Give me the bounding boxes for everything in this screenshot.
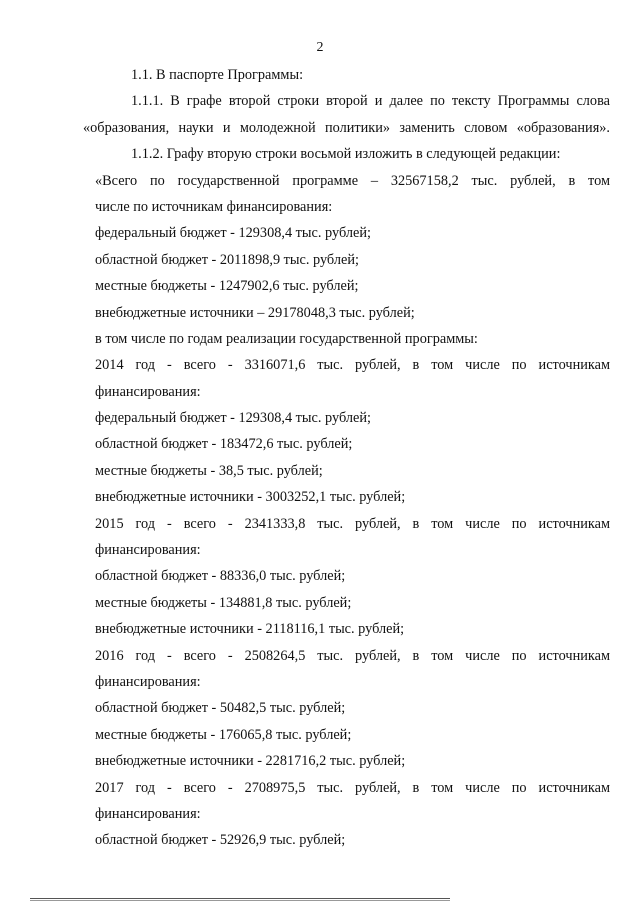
text-line: местные бюджеты - 38,5 тыс. рублей; [95, 462, 323, 479]
paragraph-1-1-1-cont: «образования, науки и молодежной политики» заменить словом «образования». [83, 119, 610, 136]
year-2017-total: 2017 год - всего - 2708975,5 тыс. рублей, в том числе по источникам [95, 779, 610, 796]
footer-divider [30, 898, 450, 899]
footer-divider [30, 900, 450, 901]
text-line: федеральный бюджет - 129308,4 тыс. рублей; [95, 410, 371, 427]
text-line: финансирования: [95, 673, 201, 690]
text-line: финансирования: [95, 542, 201, 559]
year-2015-total: 2015 год - всего - 2341333,8 тыс. рублей, в том числе по источникам [95, 515, 610, 532]
text-line: финансирования: [95, 805, 201, 822]
paragraph-1-1-2: 1.1.2. Графу вторую строки восьмой изложить в следующей редакции: [131, 146, 561, 163]
paragraph-1-1-1: 1.1.1. В графе второй строки второй и далее по тексту Программы слова [131, 93, 610, 110]
text-line: областной бюджет - 50482,5 тыс. рублей; [95, 700, 346, 717]
year-2016-total: 2016 год - всего - 2508264,5 тыс. рублей, в том числе по источникам [95, 647, 610, 664]
year-2014-total: 2014 год - всего - 3316071,6 тыс. рублей, в том числе по источникам [95, 357, 610, 374]
text-line: областной бюджет - 2011898,9 тыс. рублей; [95, 251, 359, 268]
document-body [83, 62, 610, 854]
text-line: местные бюджеты - 176065,8 тыс. рублей; [95, 726, 352, 743]
text-line: областной бюджет - 52926,9 тыс. рублей; [95, 832, 346, 849]
paragraph-1-1: 1.1. В паспорте Программы: [131, 67, 304, 83]
text-line: внебюджетные источники - 3003252,1 тыс. рублей; [95, 489, 406, 506]
text-line: внебюджетные источники – 29178048,3 тыс. рублей; [95, 304, 415, 321]
text-line: в том числе по годам реализации государственной программы: [95, 330, 478, 347]
page-number: 2 [316, 40, 324, 55]
text-line: внебюджетные источники - 2281716,2 тыс. рублей; [95, 753, 406, 770]
text-line: областной бюджет - 88336,0 тыс. рублей; [95, 568, 346, 585]
text-line: местные бюджеты - 134881,8 тыс. рублей; [95, 594, 352, 611]
text-line: областной бюджет - 183472,6 тыс. рублей; [95, 436, 353, 453]
text-line: числе по источникам финансирования: [95, 198, 333, 215]
text-line: внебюджетные источники - 2118116,1 тыс. рублей; [95, 621, 405, 638]
text-line: местные бюджеты - 1247902,6 тыс. рублей; [95, 278, 359, 295]
text-line: «Всего по государственной программе – 32567158,2 тыс. рублей, в том [95, 172, 610, 189]
text-line: федеральный бюджет - 129308,4 тыс. рублей; [95, 225, 371, 242]
text-line: финансирования: [95, 383, 201, 400]
